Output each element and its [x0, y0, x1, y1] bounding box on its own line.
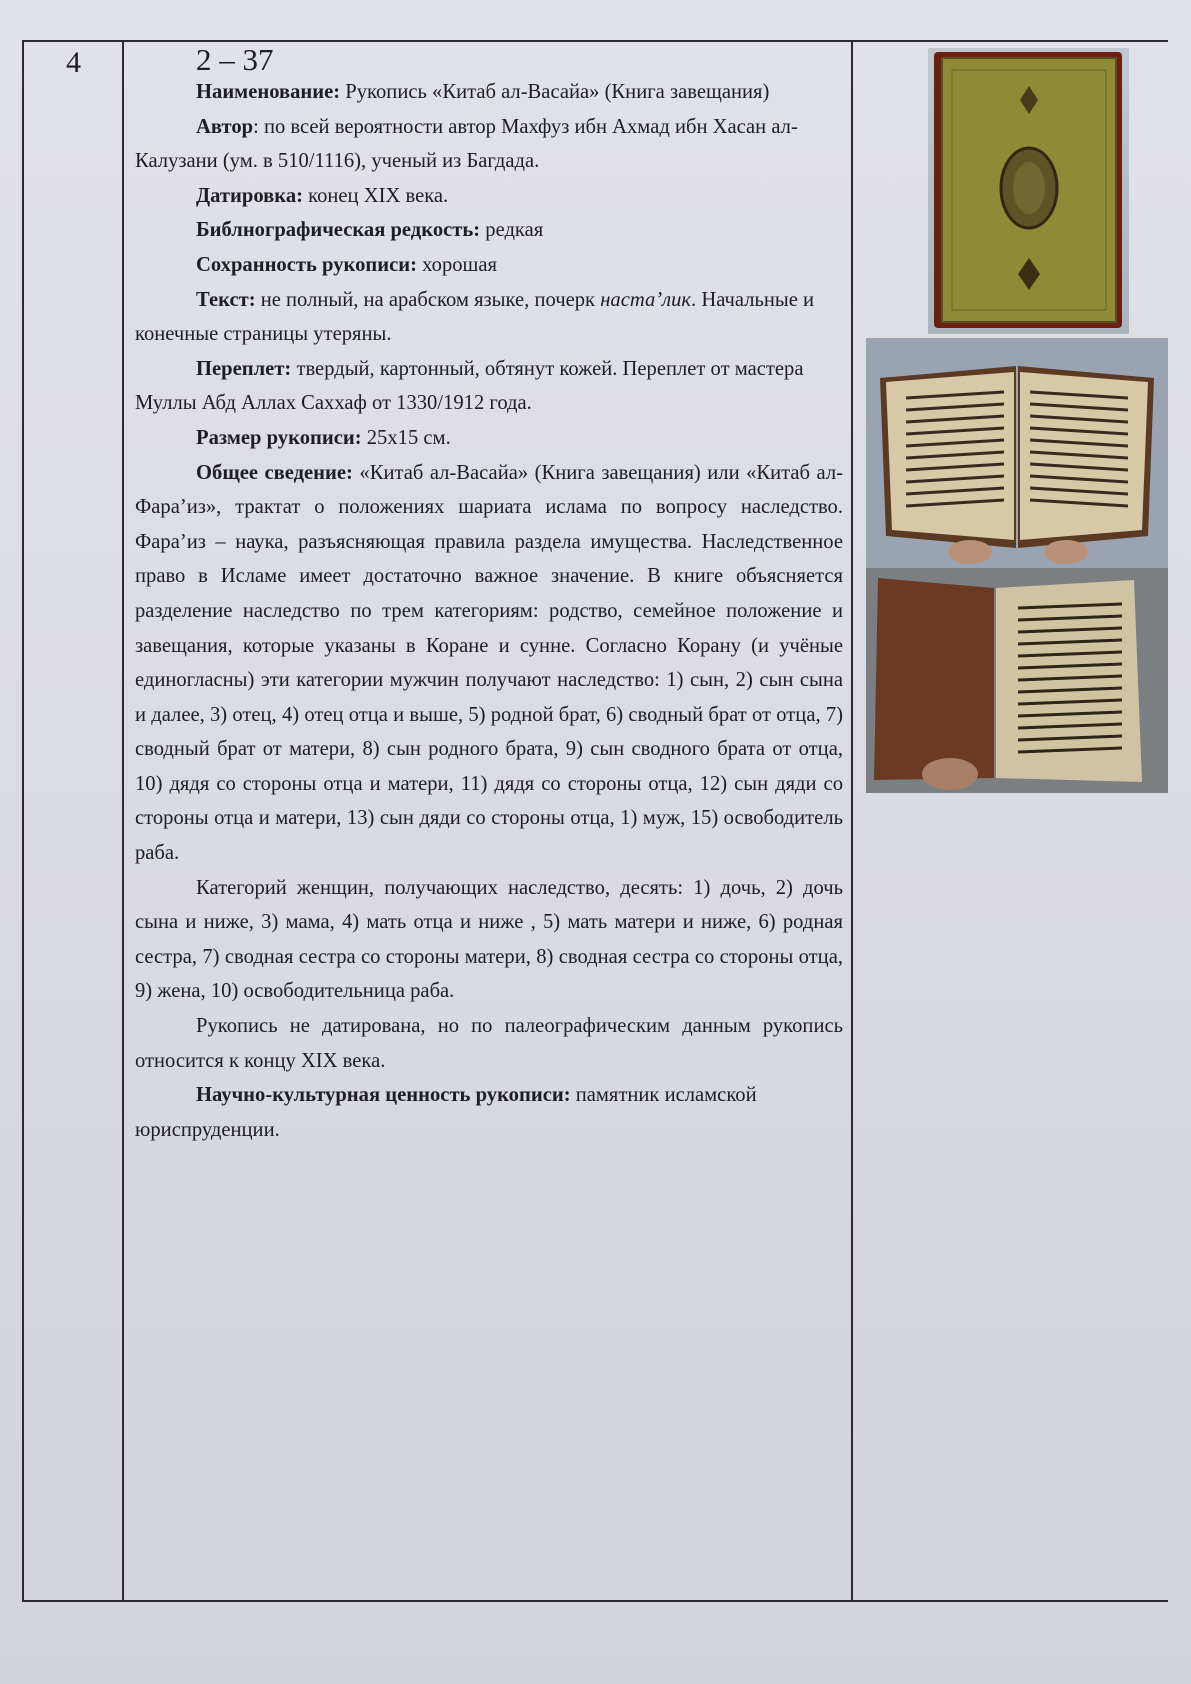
column-divider-number: [122, 40, 124, 1602]
field-size-value: 25x15 см.: [361, 426, 451, 449]
column-divider-photo: [851, 40, 853, 1602]
table-left-border: [22, 40, 24, 1602]
field-author-value: : по всей вероятности автор Махфуз ибн Ахмад ибн Хасан ал-Калузани (ум. в 510/1116), ученый из Багдада.: [135, 115, 798, 173]
field-size-label: Размер рукописи:: [196, 426, 362, 449]
field-binding-label: Переплет:: [196, 357, 292, 380]
dating-paragraph: Рукопись не датирована, но по палеографическим данным рукопись относится к концу XIX века.: [135, 1015, 843, 1072]
field-date: [135, 179, 843, 214]
field-text: [135, 283, 843, 352]
field-value-value: памятник исламской юриспруденции.: [135, 1084, 757, 1141]
field-text-value-b: . Начальные и конечные страницы утеряны.: [135, 288, 815, 346]
manuscript-open-spread-photo: [866, 338, 1168, 568]
inventory-number: 2 – 37: [196, 42, 274, 77]
field-general: [135, 456, 843, 871]
page-sheet: [996, 580, 1142, 782]
field-size: [135, 421, 843, 456]
page-cover-inner: [874, 578, 994, 780]
field-text-script: наста’лик: [600, 288, 692, 311]
field-binding-value: твердый, картонный, обтянут кожей. Переплет от мастера Муллы Абд Аллах Саххаф от 1330/1912 года.: [135, 357, 804, 415]
field-author: [135, 110, 843, 179]
spread-hand-right: [1044, 540, 1088, 564]
women-paragraph: Категорий женщин, получающих наследство, десять: 1) дочь, 2) дочь сына и ниже, 3) мама, 4) мать отца и ниже , 5) мать матери и ниже, 6) родная сестра, 7) сводная сестра со стороны матери, 8) сводная сестра со стороны отца, 9) жена, 10) освободительница раба.: [135, 876, 843, 1003]
field-condition-label: Сохранность рукописи:: [196, 253, 417, 276]
field-date-label: Датировка:: [196, 184, 303, 207]
field-condition: [135, 248, 843, 283]
field-rarity-label: Библнографическая редкость:: [196, 219, 481, 242]
field-name: [135, 75, 843, 110]
field-rarity-value: редкая: [480, 219, 544, 242]
table-bottom-border: [22, 1600, 1168, 1602]
manuscript-open-page-photo: [866, 568, 1168, 793]
field-name-label: Наименование:: [196, 81, 341, 103]
field-value-label: Научно-культурная ценность рукописи:: [196, 1084, 571, 1107]
field-general-value: «Китаб ал-Васайа» (Книга завещания) или «Китаб ал-Фара’из», трактат о положениях шариата ислама по вопросу наследство. Фара’из – наука, разъясняющая правила раздела имущества. Наследственное право в Исламе имеет достаточно важное значение. В книге объясняется разделение наследство по трем категориям: родство, семейное положение и завещания, которые указаны в Коране и сунне. Согласно Корану (и учёные единогласны) эти категории мужчин получают наследство: 1) сын, 2) сын сына и далее, 3) отец, 4) отец отца и выше, 5) родной брат, 6) сводный брат от отца, 7) сводный брат от матери, 8) сын родного брата, 9) сын сводного брата от отца, 10) дядя со стороны отца и матери, 11) дядя со стороны отца, 12) сын дяди со стороны отца и матери, 13) сын дяди со стороны отца, 1) муж, 15) освободитель раба.: [135, 461, 843, 865]
page-hand: [922, 758, 978, 790]
field-rarity: [135, 213, 843, 248]
field-text-label: Текст:: [196, 288, 256, 311]
field-date-value: конец XIX века.: [302, 184, 449, 207]
field-value: [135, 1078, 843, 1147]
row-number: 4: [66, 46, 81, 79]
field-general-label: Общее сведение:: [196, 461, 353, 484]
field-name-value: Рукопись «Китаб ал-Васайа» (Книга завещания): [340, 81, 770, 103]
field-condition-value: хорошая: [417, 253, 498, 276]
field-text-value-a: не полный, на арабском языке, почерк: [255, 288, 601, 311]
manuscript-cover-photo: [928, 48, 1129, 334]
field-binding: [135, 352, 843, 421]
description-cell: [135, 42, 843, 1147]
spread-hand-left: [948, 540, 992, 564]
field-author-label: Автор: [196, 115, 254, 138]
